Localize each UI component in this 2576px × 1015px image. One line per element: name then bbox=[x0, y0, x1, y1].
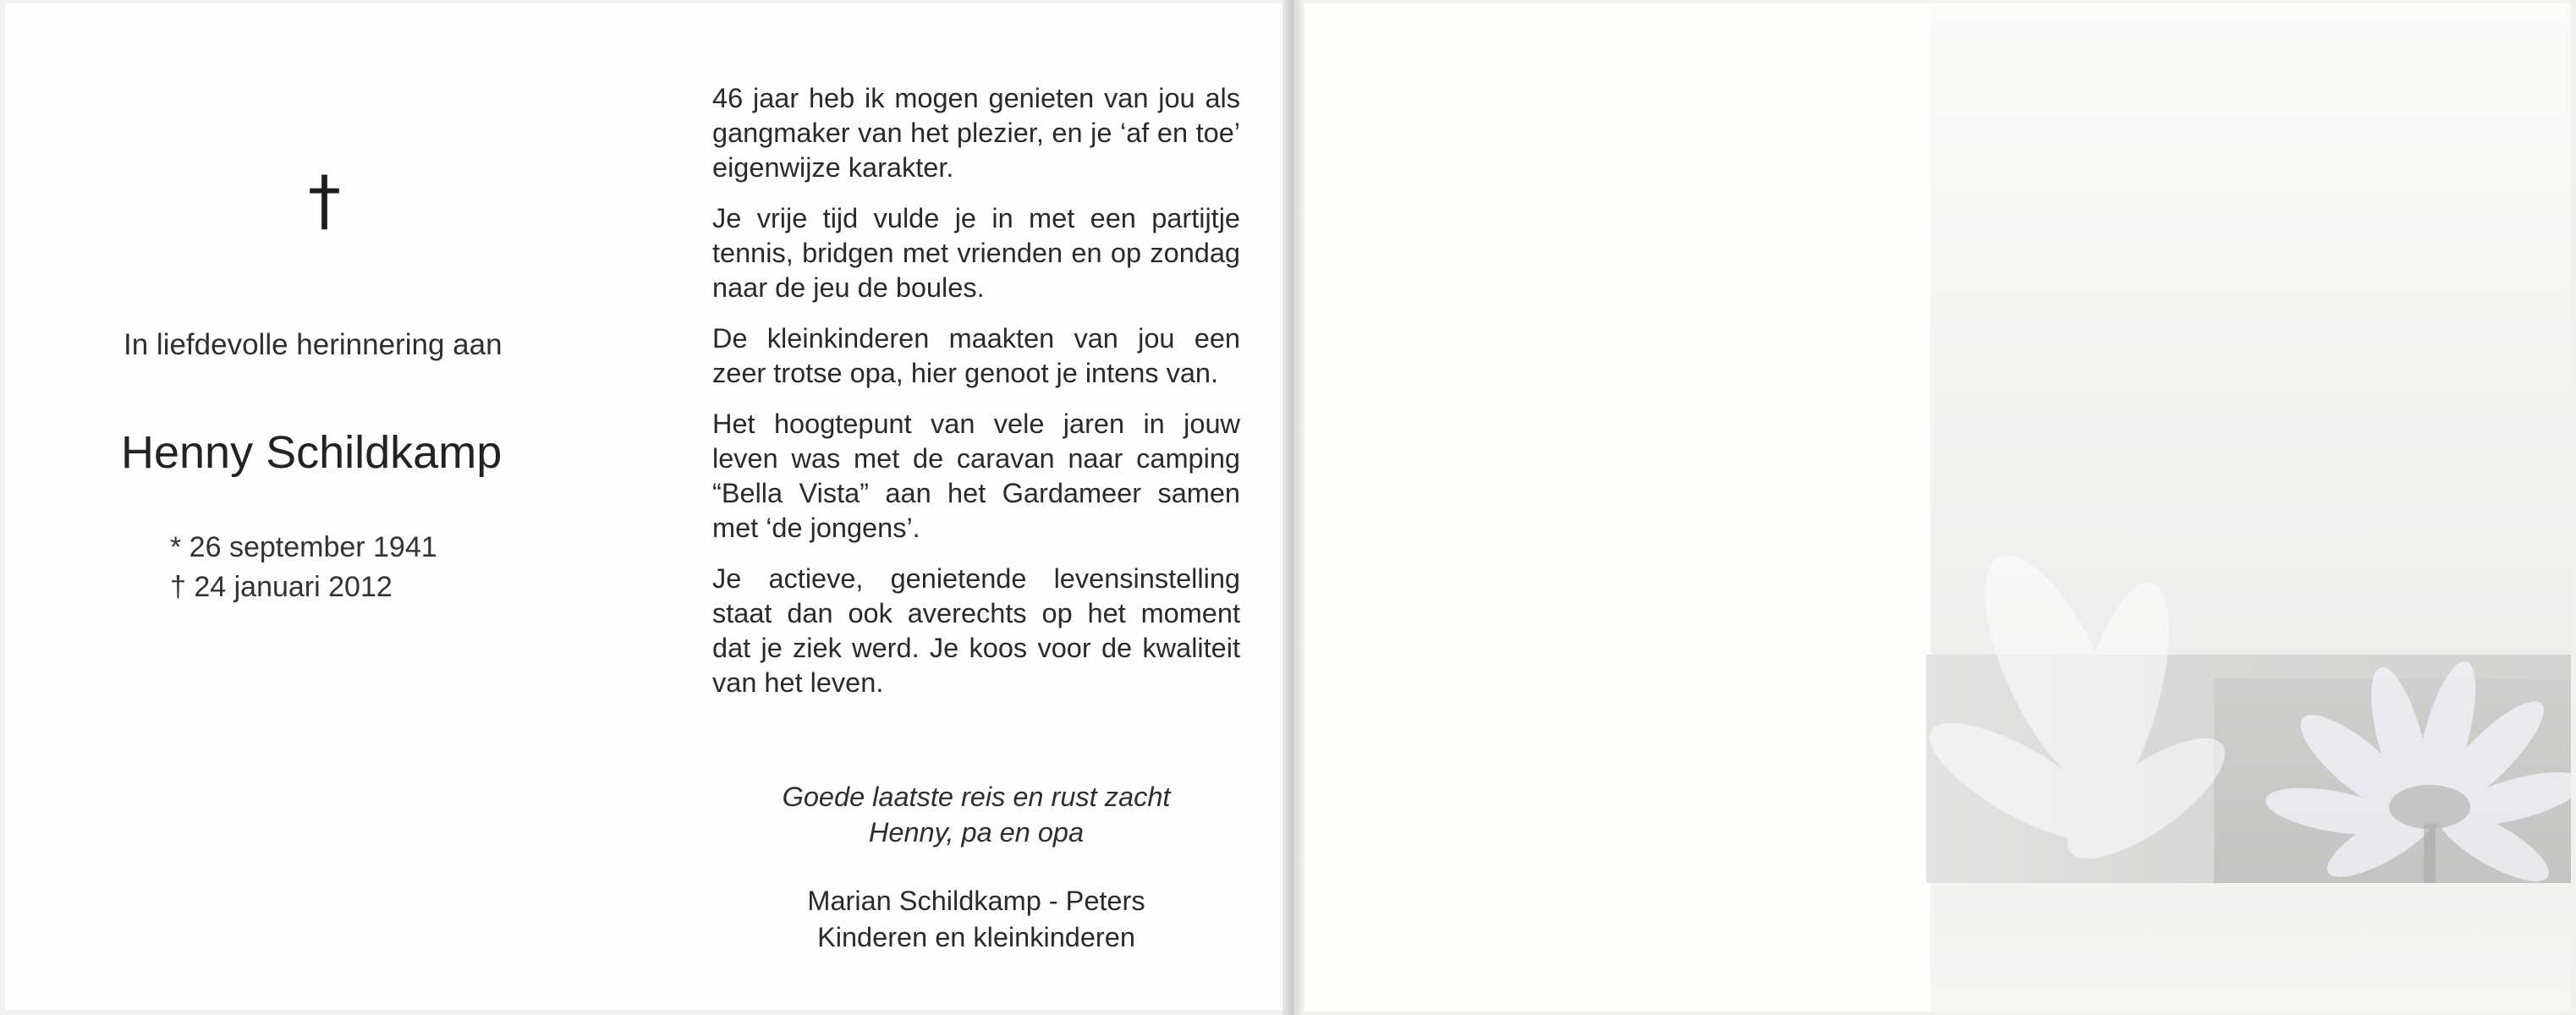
cross-icon: † bbox=[308, 163, 341, 239]
signature-line: Kinderen en kleinkinderen bbox=[817, 922, 1135, 952]
paragraph: De kleinkinderen maakten van jou een zeer trotse opa, hier genoot je intens van. bbox=[712, 323, 1240, 388]
paragraph: Je vrije tijd vulde je in met een partijtje tennis, bridgen met vrienden en op zondag naar de jeu de boules. bbox=[712, 203, 1240, 303]
birth-date: * 26 september 1941 bbox=[170, 531, 437, 563]
memorial-text bbox=[712, 81, 1240, 716]
signature bbox=[712, 883, 1240, 956]
paragraph: 46 jaar heb ik mogen genieten van jou als gangmaker van het plezier, en je ‘af en toe’ eigenwijze karakter. bbox=[712, 83, 1240, 183]
deceased-name: Henny Schildkamp bbox=[121, 427, 503, 478]
flower-image bbox=[1926, 477, 2571, 1012]
closing-line: Goede laatste reis en rust zacht bbox=[782, 782, 1171, 812]
closing-words bbox=[712, 779, 1240, 850]
closing-line: Henny, pa en opa bbox=[868, 817, 1085, 848]
inner-page bbox=[5, 3, 1283, 1010]
death-date: † 24 januari 2012 bbox=[170, 571, 393, 603]
card-fold bbox=[1283, 0, 1304, 1015]
paragraph: Je actieve, genietende levensinstelling staat dan ook averechts op het moment dat je ziek werd. Je koos voor de kwaliteit van het leven. bbox=[712, 563, 1240, 698]
paragraph: Het hoogtepunt van vele jaren in jouw leven was met de caravan naar camping “Bella Vista” aan het Gardameer samen met ‘de jongens’. bbox=[712, 409, 1240, 543]
memory-line: In liefdevolle herinnering aan bbox=[124, 328, 503, 361]
life-dates bbox=[170, 528, 437, 607]
signature-line: Marian Schildkamp - Peters bbox=[807, 886, 1145, 916]
cover-page bbox=[1304, 3, 2571, 1012]
